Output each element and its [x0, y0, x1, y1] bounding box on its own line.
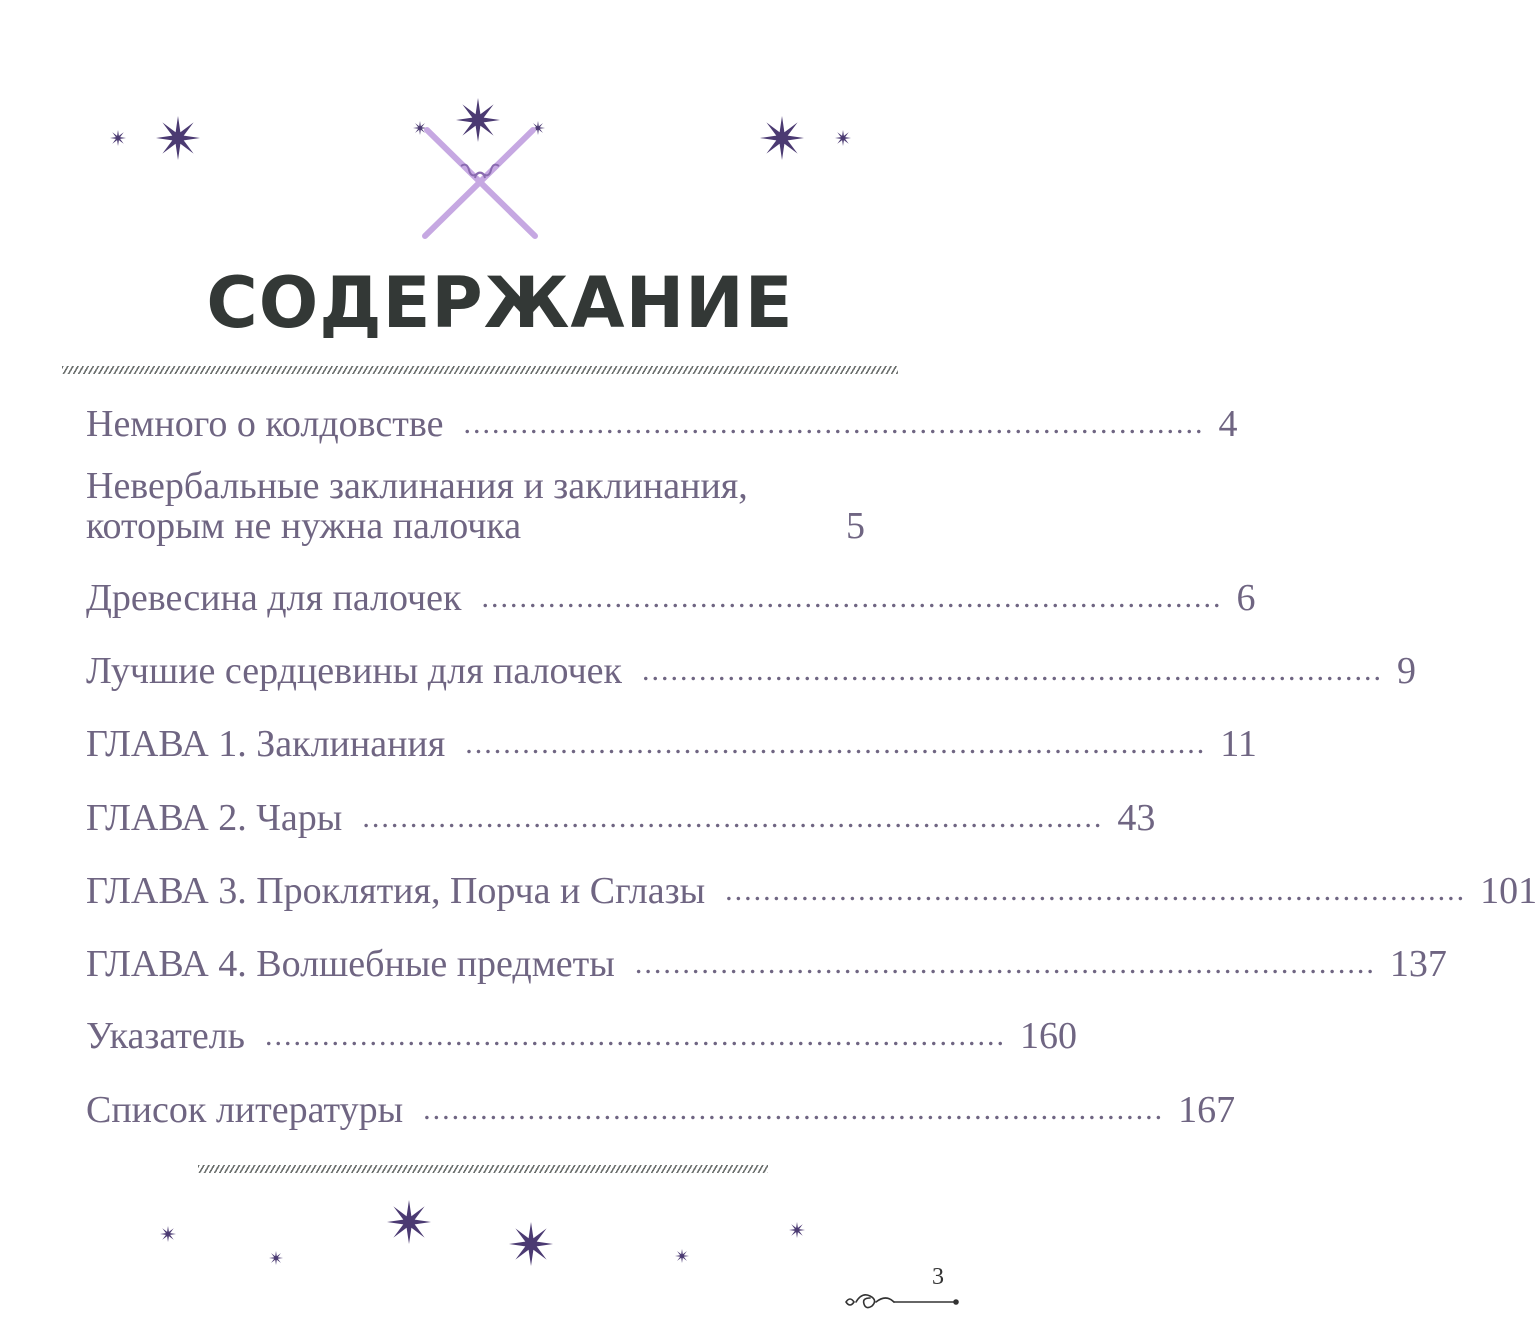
- toc-leader-dots: ..............................................................................: [362, 801, 1104, 834]
- toc-entry-title: Указатель: [86, 1015, 245, 1057]
- toc-entry-title: ГЛАВА 2. Чары: [86, 797, 343, 839]
- divider-top: [62, 366, 898, 374]
- star-icon: [110, 130, 126, 146]
- divider-bottom: [198, 1165, 768, 1173]
- toc-entry-title: ГЛАВА 1. Заклинания: [86, 723, 446, 765]
- toc-leader-dots: ..............................................................................: [465, 727, 1207, 760]
- page-title: СОДЕРЖАНИЕ: [206, 262, 794, 344]
- toc-entry[interactable]: [86, 723, 1257, 765]
- toc-entry[interactable]: [86, 1015, 1077, 1057]
- toc-entry[interactable]: [86, 943, 1447, 985]
- toc-leader-dots: ..............................................................................: [463, 407, 1205, 440]
- toc-entry[interactable]: [86, 650, 1417, 692]
- crossed-wands-icon: [405, 100, 555, 250]
- toc-entry[interactable]: [86, 577, 1256, 619]
- toc-entry-title: ГЛАВА 4. Волшебные предметы: [86, 943, 615, 985]
- flourish-icon: [842, 1286, 962, 1316]
- star-icon: [387, 1200, 431, 1244]
- toc-entry-page: 43: [1117, 797, 1156, 839]
- toc-leader-dots: ..............................................................................: [423, 1093, 1165, 1126]
- toc-entry-title: Список литературы: [86, 1089, 404, 1131]
- toc-entry[interactable]: [86, 870, 1537, 912]
- toc-leader-dots: ..............................................................................: [634, 947, 1376, 980]
- toc-entry[interactable]: [86, 797, 1156, 839]
- star-icon: [760, 116, 804, 160]
- toc-leader-dots: ..............................................................................: [642, 654, 1384, 687]
- toc-entry[interactable]: [86, 1089, 1236, 1131]
- toc-leader-dots: ..............................................................................: [725, 874, 1467, 907]
- toc-entry-page: 5: [846, 505, 865, 547]
- toc-entry-page: 11: [1220, 723, 1257, 765]
- toc-entry-title: Невербальные заклинания и заклинания, которым не нужна палочка: [86, 465, 748, 547]
- star-icon: [675, 1249, 689, 1263]
- toc-leader-dots: ..............................................................................: [264, 1019, 1006, 1052]
- toc-entry-page: 137: [1389, 943, 1447, 985]
- star-icon: [835, 130, 851, 146]
- toc-entry-page: 6: [1236, 577, 1256, 619]
- star-icon: [156, 116, 200, 160]
- toc-entry-page: 167: [1178, 1089, 1236, 1131]
- toc-entry-title: Немного о колдовстве: [86, 403, 444, 445]
- star-icon: [509, 1222, 553, 1266]
- toc-entry-title: Древесина для палочек: [86, 577, 462, 619]
- star-icon: [160, 1226, 176, 1242]
- toc-entry[interactable]: [86, 466, 886, 546]
- toc-entry-page: 9: [1397, 650, 1417, 692]
- toc-entry-page: 160: [1019, 1015, 1077, 1057]
- toc-entry-page: 4: [1218, 403, 1238, 445]
- star-icon: [269, 1251, 283, 1265]
- star-icon: [789, 1222, 805, 1238]
- toc-entry[interactable]: [86, 403, 1238, 445]
- toc-leader-dots: ..............................................................................: [481, 581, 1223, 614]
- page-number: 3: [932, 1264, 944, 1290]
- toc-entry-title: Лучшие сердцевины для палочек: [86, 650, 623, 692]
- toc-entry-page: 101: [1480, 870, 1537, 912]
- toc-entry-title: ГЛАВА 3. Проклятия, Порча и Сглазы: [86, 870, 706, 912]
